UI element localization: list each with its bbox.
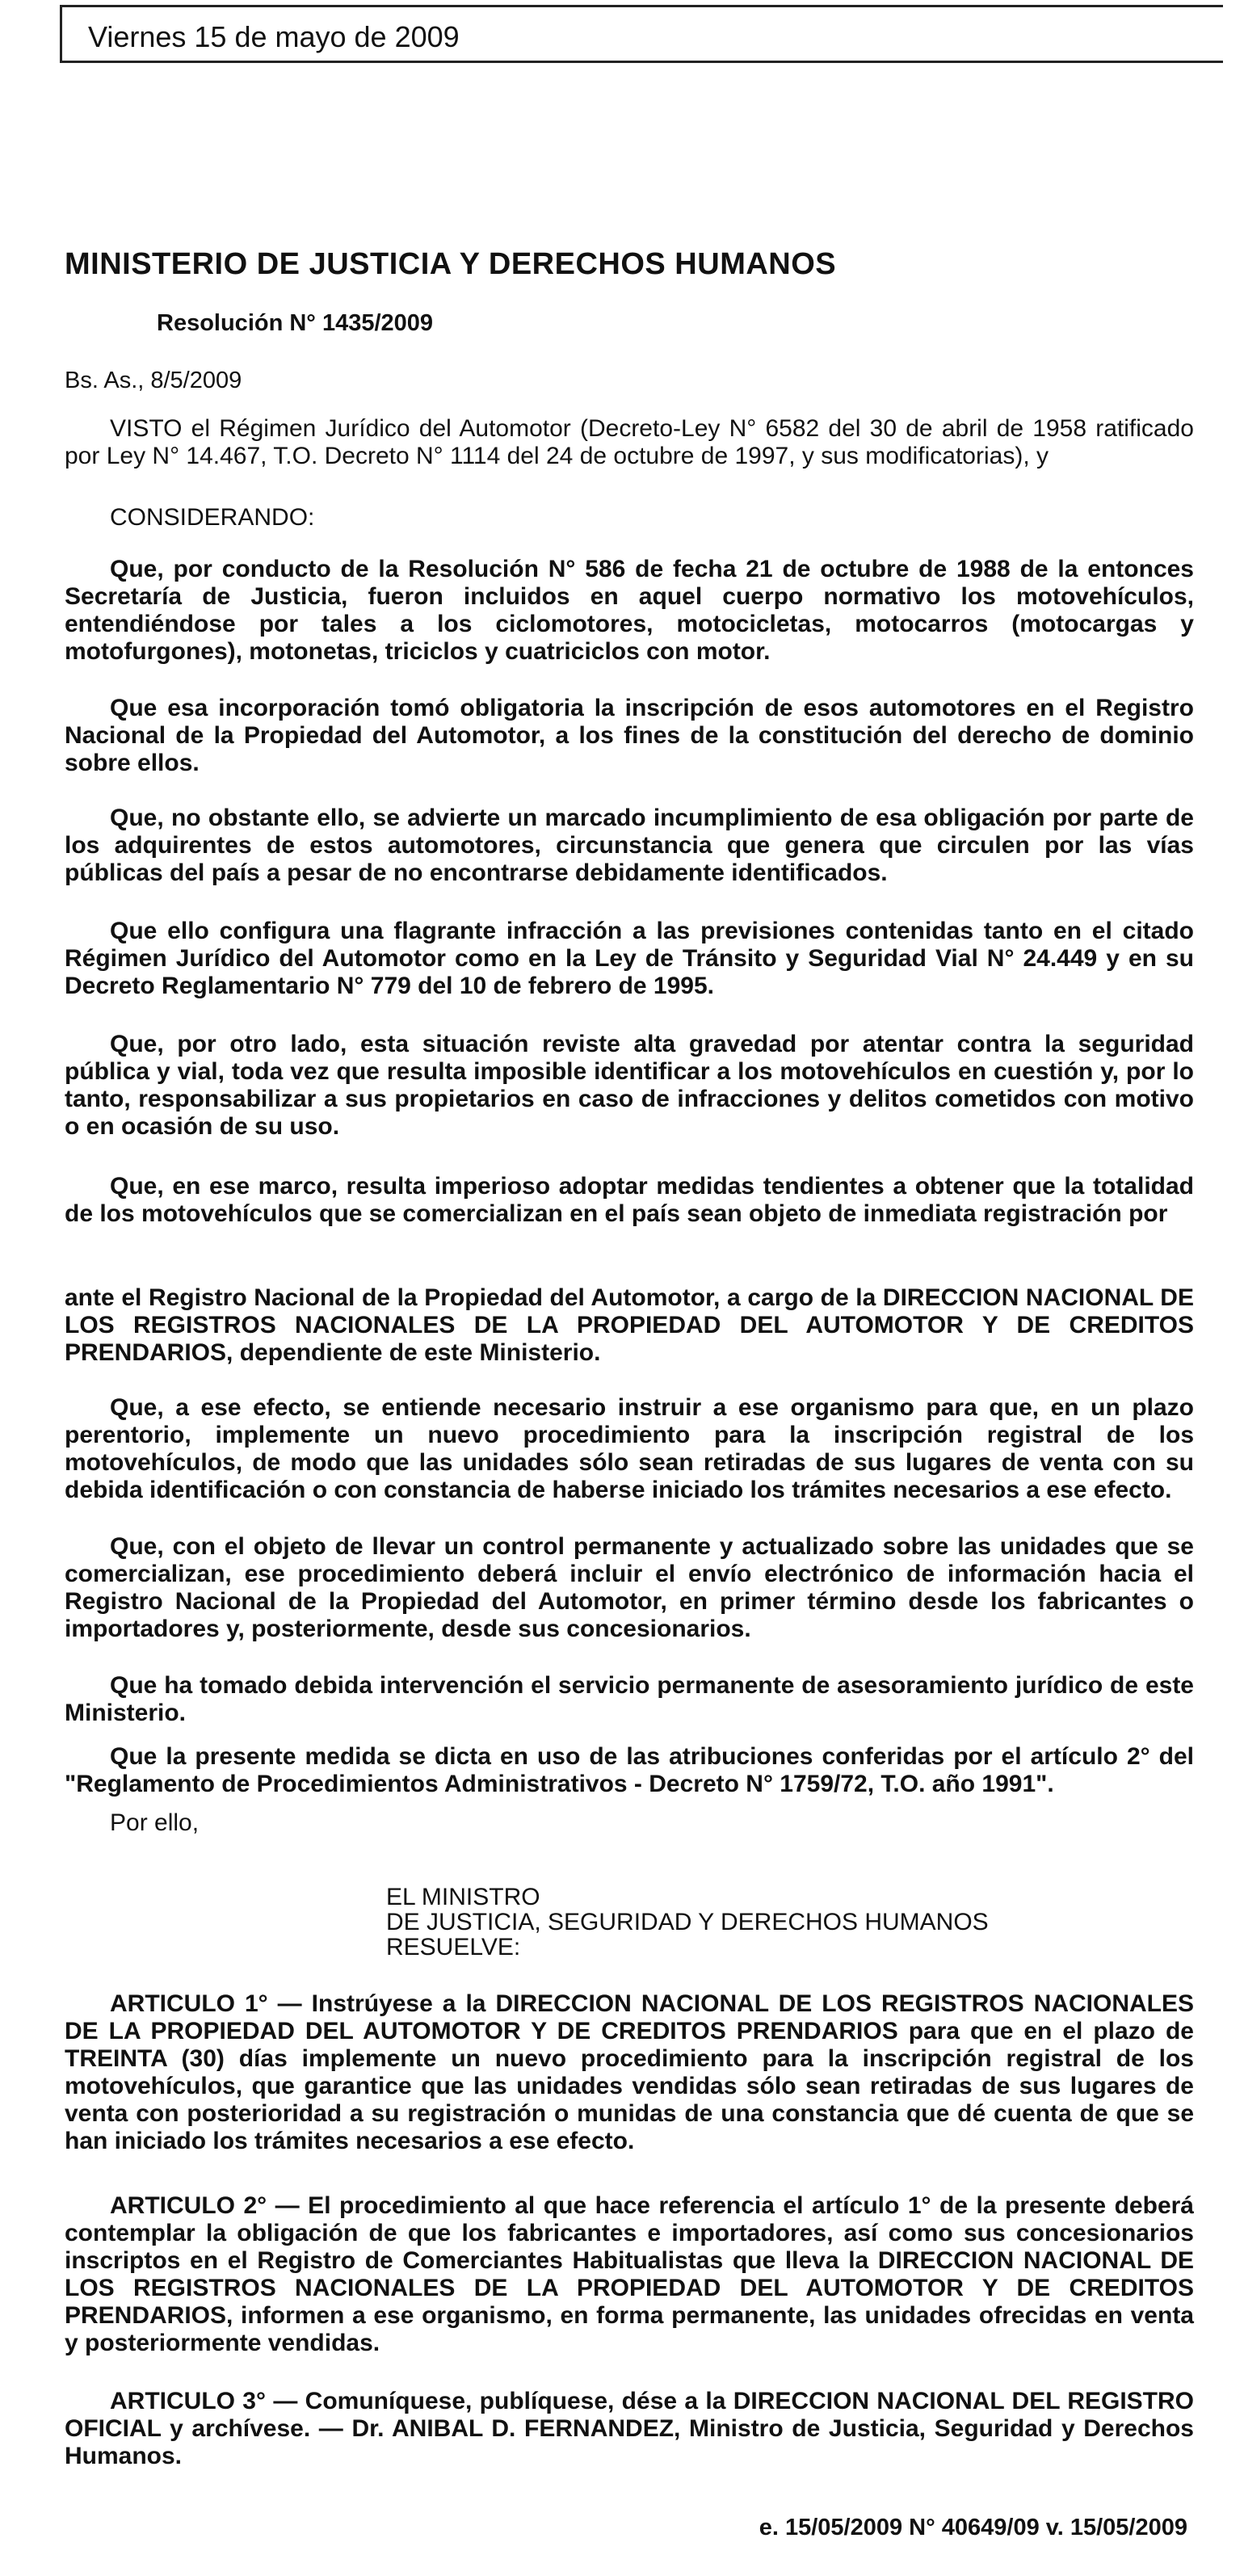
paragraph-text: ante el Registro Nacional de la Propiedad del Automotor, a cargo de la DIRECCION NACIONAL DE LOS REGISTROS NACIONALES DE LA PROPIEDAD DEL AUTOMOTOR Y DE CREDITOS PRENDARIOS, dependiente de este Ministerio. xyxy=(65,1284,1194,1366)
considerando-label: CONSIDERANDO: xyxy=(110,504,315,531)
ministry-title: MINISTERIO DE JUSTICIA Y DERECHOS HUMANOS xyxy=(65,247,837,281)
paragraph-6 xyxy=(65,1173,1194,1228)
signer-block xyxy=(386,1885,989,1960)
paragraph-7 xyxy=(65,1284,1194,1367)
article-text: ARTICULO 3° — Comuníquese, publíquese, dése a la DIRECCION NACIONAL DEL REGISTRO OFICIAL y archívese. — Dr. ANIBAL D. FERNANDEZ, Ministro de Justicia, Seguridad y Derechos Humanos. xyxy=(65,2388,1194,2469)
place-date: Bs. As., 8/5/2009 xyxy=(65,368,242,393)
paragraph-11 xyxy=(65,1743,1194,1798)
paragraph-text: Que, en ese marco, resulta imperioso adoptar medidas tendientes a obtener que la totalidad de los motovehículos que se comercializan en el país sean objeto de inmediata registración por xyxy=(65,1173,1194,1227)
por-ello: Por ello, xyxy=(110,1809,200,1836)
paragraph-text: Que, por conducto de la Resolución N° 586 de fecha 21 de octubre de 1988 de la entonces Secretaría de Justicia, fueron incluidos en aquel cuerpo normativo los motovehículos, entendiéndose por tales a los ciclomotores, motocicletas, motocarros (motocargas y motofurgones), motonetas, triciclos y cuatriciclos con motor. xyxy=(65,556,1194,665)
paragraph-text: Que ello configura una flagrante infracción a las previsiones contenidas tanto en el citado Régimen Jurídico del Automotor como en la Ley de Tránsito y Seguridad Vial N° 24.449 y en su Decreto Reglamentario N° 779 del 10 de febrero de 1995. xyxy=(65,918,1194,999)
publication-footer: e. 15/05/2009 N° 40649/09 v. 15/05/2009 xyxy=(759,2515,1187,2540)
paragraph-text: Que la presente medida se dicta en uso de las atribuciones conferidas por el artículo 2° del "Reglamento de Procedimientos Administrativos - Decreto N° 1759/72, T.O. año 1991". xyxy=(65,1743,1194,1797)
article-2 xyxy=(65,2192,1194,2357)
signer-line-3: RESUELVE: xyxy=(386,1934,521,1960)
paragraph-5 xyxy=(65,1031,1194,1141)
paragraph-1 xyxy=(65,556,1194,666)
article-text: ARTICULO 2° — El procedimiento al que hace referencia el artículo 1° de la presente deberá contemplar la obligación de que los fabricantes e importadores, así como sus concesionarios inscriptos en el Registro de Comerciantes Habitualistas que lleva la DIRECCION NACIONAL DE LOS REGISTROS NACIONALES DE LA PROPIEDAD DEL AUTOMOTOR Y DE CREDITOS PRENDARIOS, informen a ese organismo, en forma permanente, las unidades ofrecidas en venta y posteriormente vendidas. xyxy=(65,2192,1194,2356)
visto-paragraph xyxy=(65,415,1194,470)
paragraph-text: Que, no obstante ello, se advierte un marcado incumplimiento de esa obligación por parte de los adquirentes de estos automotores, circunstancia que genera que circulen por las vías públicas del país a pesar de no encontrarse debidamente identificados. xyxy=(65,805,1194,886)
paragraph-text: Que ha tomado debida intervención el servicio permanente de asesoramiento jurídico de este Ministerio. xyxy=(65,1672,1194,1726)
signer-line-2: DE JUSTICIA, SEGURIDAD Y DERECHOS HUMANOS xyxy=(386,1909,989,1935)
article-1 xyxy=(65,1990,1194,2155)
signer-line-1: EL MINISTRO xyxy=(386,1884,540,1910)
article-text: ARTICULO 1° — Instrúyese a la DIRECCION NACIONAL DE LOS REGISTROS NACIONALES DE LA PROPIEDAD DEL AUTOMOTOR Y DE CREDITOS PRENDARIOS para que en el plazo de TREINTA (30) días implemente un nuevo procedimiento para la inscripción registral de los motovehículos, que garantice que las unidades vendidas sólo sean retiradas de sus lugares de venta con posterioridad a su registración o munidas de una constancia que dé cuenta de que se han iniciado los trámites necesarios a ese efecto. xyxy=(65,1990,1194,2154)
paragraph-text: Que, a ese efecto, se entiende necesario instruir a ese organismo para que, en un plazo perentorio, implemente un nuevo procedimiento para la inscripción registral de los motovehículos, de modo que las unidades sólo sean retiradas de sus lugares de venta con su debida identificación o con constancia de haberse iniciado los trámites necesarios a ese efecto. xyxy=(65,1394,1194,1503)
paragraph-text: Que esa incorporación tomó obligatoria la inscripción de esos automotores en el Registro Nacional de la Propiedad del Automotor, a los fines de la constitución del derecho de dominio sobre ellos. xyxy=(65,695,1194,776)
paragraph-text: Que, por otro lado, esta situación reviste alta gravedad por atentar contra la seguridad pública y vial, toda vez que resulta imposible identificar a los motovehículos en cuestión y, por lo tanto, responsabilizar a sus propietarios en caso de infracciones y delitos cometidos con motivo o en ocasión de su uso. xyxy=(65,1031,1194,1140)
article-3 xyxy=(65,2388,1194,2470)
resolution-number: Resolución N° 1435/2009 xyxy=(157,310,434,336)
paragraph-text: Que, con el objeto de llevar un control permanente y actualizado sobre las unidades que se comercializan, ese procedimiento deberá incluir el envío electrónico de información hacia el Registro Nacional de la Propiedad del Automotor, en primer término desde los fabricantes o importadores y, posteriormente, desde sus concesionarios. xyxy=(65,1533,1194,1642)
date-header-box xyxy=(60,5,1223,63)
paragraph-9 xyxy=(65,1533,1194,1643)
visto-text: VISTO el Régimen Jurídico del Automotor (Decreto-Ley N° 6582 del 30 de abril de 1958 ratificado por Ley N° 14.467, T.O. Decreto N° 1114 del 24 de octubre de 1997, y sus modificatorias), y xyxy=(65,415,1194,469)
paragraph-10 xyxy=(65,1672,1194,1727)
header-date: Viernes 15 de mayo de 2009 xyxy=(88,20,460,53)
paragraph-2 xyxy=(65,695,1194,777)
paragraph-3 xyxy=(65,805,1194,887)
paragraph-4 xyxy=(65,918,1194,1000)
paragraph-8 xyxy=(65,1394,1194,1504)
